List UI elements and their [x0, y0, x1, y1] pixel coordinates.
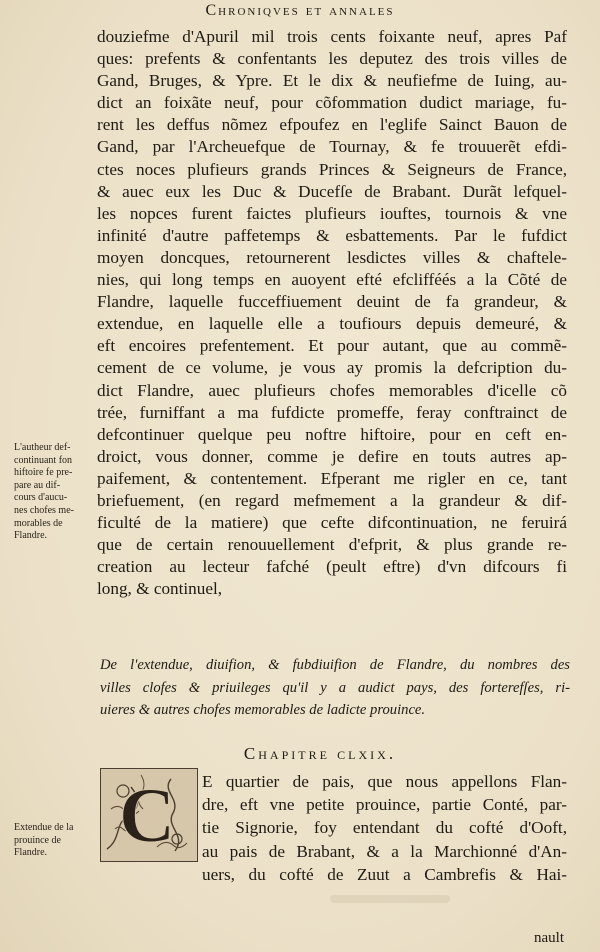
- initial-letter: C: [118, 771, 176, 858]
- text-line: E quartier de pais, que nous appellons Flan-: [202, 772, 567, 791]
- text-line: dict an foixãte neuf, pour cõfommation dudict mariage, fu-: [97, 93, 567, 113]
- margin-line: morables de: [14, 517, 63, 529]
- text-line: villes clofes & priuileges qu'il y a audict pays, des forterefſes, ri-: [100, 679, 570, 696]
- margin-line: Flandre.: [14, 847, 48, 859]
- text-line: dre, eft vne petite prouince, partie Conté, par-: [202, 795, 567, 815]
- margin-line: hiftoire fe pre-: [14, 467, 73, 479]
- text-line: extendue, en laquelle elle a toufiours depuis demeuré, &: [97, 314, 567, 334]
- margin-line: cours d'aucu-: [14, 492, 68, 504]
- text-line: droict, vous donner, comme je defire en touts autres ap-: [97, 446, 567, 466]
- text-line: moyen doncques, retournerent lesdictes villes & chaftele-: [97, 247, 567, 267]
- text-line: uers, du cofté de Zuut a Cambrefis & Hai-: [202, 864, 567, 884]
- text-line: tie Signorie, foy entendant du cofté d'Ooft,: [202, 818, 567, 838]
- text-line: eft encoires prefentement. Et pour autant, que au commẽ-: [97, 336, 567, 356]
- text-line: ficulté de la matiere) que cefte difcontinuation, ne feruirá: [97, 513, 567, 533]
- text-line: Flandre, laquelle fucceffiuement deuint de fa grandeur, &: [97, 292, 567, 312]
- text-line: nies, qui long temps en auoyent efté efclifféés a la Cõté de: [97, 270, 567, 290]
- text-line: long, & continuel,: [97, 579, 223, 599]
- text-line: uieres & autres chofes memorables de ladicte prouince.: [100, 702, 426, 718]
- margin-note-author: [14, 442, 96, 543]
- text-line: Gand, par l'Archeuefque de Tournay, & fe trouuerẽt efdi-: [97, 137, 567, 157]
- text-line: dict Flandre, auec plufieurs chofes memorables d'icelle cõ: [97, 380, 567, 400]
- margin-line: continuant fon: [14, 454, 73, 466]
- chapter-title: Chapitre clxix.: [243, 744, 397, 763]
- margin-line: nes chofes me-: [14, 504, 74, 516]
- margin-line: Extendue de la: [14, 822, 74, 833]
- margin-line: pare au dif-: [14, 479, 61, 491]
- text-line: rent les deffus nõmez efpoufez en l'eglife Sainct Bauon de: [97, 115, 567, 135]
- margin-line: Flandre.: [14, 530, 48, 542]
- text-line: ques: prefents & confentants les deputez des trois villes de: [97, 49, 567, 69]
- text-line: Gand, Bruges, & Ypre. Et le dix & neufiefme de Iuing, au-: [97, 71, 567, 91]
- decorated-initial: [100, 768, 198, 862]
- text-line: infinité d'autre paffetemps & esbattements. Par le fufdict: [97, 225, 567, 245]
- margin-line: prouince de: [14, 834, 61, 846]
- text-line: ctes noces plufieurs grands Princes & Seigneurs de France,: [97, 159, 567, 179]
- chapter-caption: [100, 654, 570, 722]
- text-line: De l'extendue, diuifion, & fubdiuifion de Flandre, du nombres des: [100, 657, 570, 673]
- text-line: au pais de Brabant, & a la Marchionné d'An-: [202, 841, 567, 861]
- body-text: [97, 26, 567, 600]
- chapter-text: [202, 770, 567, 886]
- text-line: briefuement, (en regard mefmement a la grandeur & dif-: [97, 490, 567, 510]
- running-head: Chroniqves et annales: [205, 2, 395, 19]
- text-line: & auec eux les Duc & Ducefſe de Brabant. Durãt lefquel-: [97, 181, 567, 201]
- text-line: paifement, & contentement. Efperant me rigler en ce, tant: [97, 468, 567, 488]
- margin-line: L'autheur def-: [14, 442, 71, 453]
- text-line: que de certain renouuellement d'efprit, & plus grande re-: [97, 535, 567, 555]
- catchword: nault: [534, 930, 564, 946]
- text-line: defcontinuer quelque peu noftre hiftoire, pour en ceft en-: [97, 424, 567, 444]
- text-line: trée, furniffant a ma fufdicte promeffe, feray conftrainct de: [97, 402, 567, 422]
- ornament-initial-icon: [101, 769, 197, 861]
- ink-bleed: [330, 895, 450, 903]
- margin-note-extent: [14, 822, 94, 860]
- text-line: douziefme d'Apuril mil trois cents foixante neuf, apres Paf: [97, 27, 567, 46]
- text-line: creation au lecteur fafché (peult eftre) d'vn difcours fi: [97, 557, 567, 577]
- text-line: les nopces furent faictes plufieurs iouftes, tournois & vne: [97, 203, 567, 223]
- text-line: cement de ce volume, je vous ay promis la defcription du-: [97, 358, 567, 378]
